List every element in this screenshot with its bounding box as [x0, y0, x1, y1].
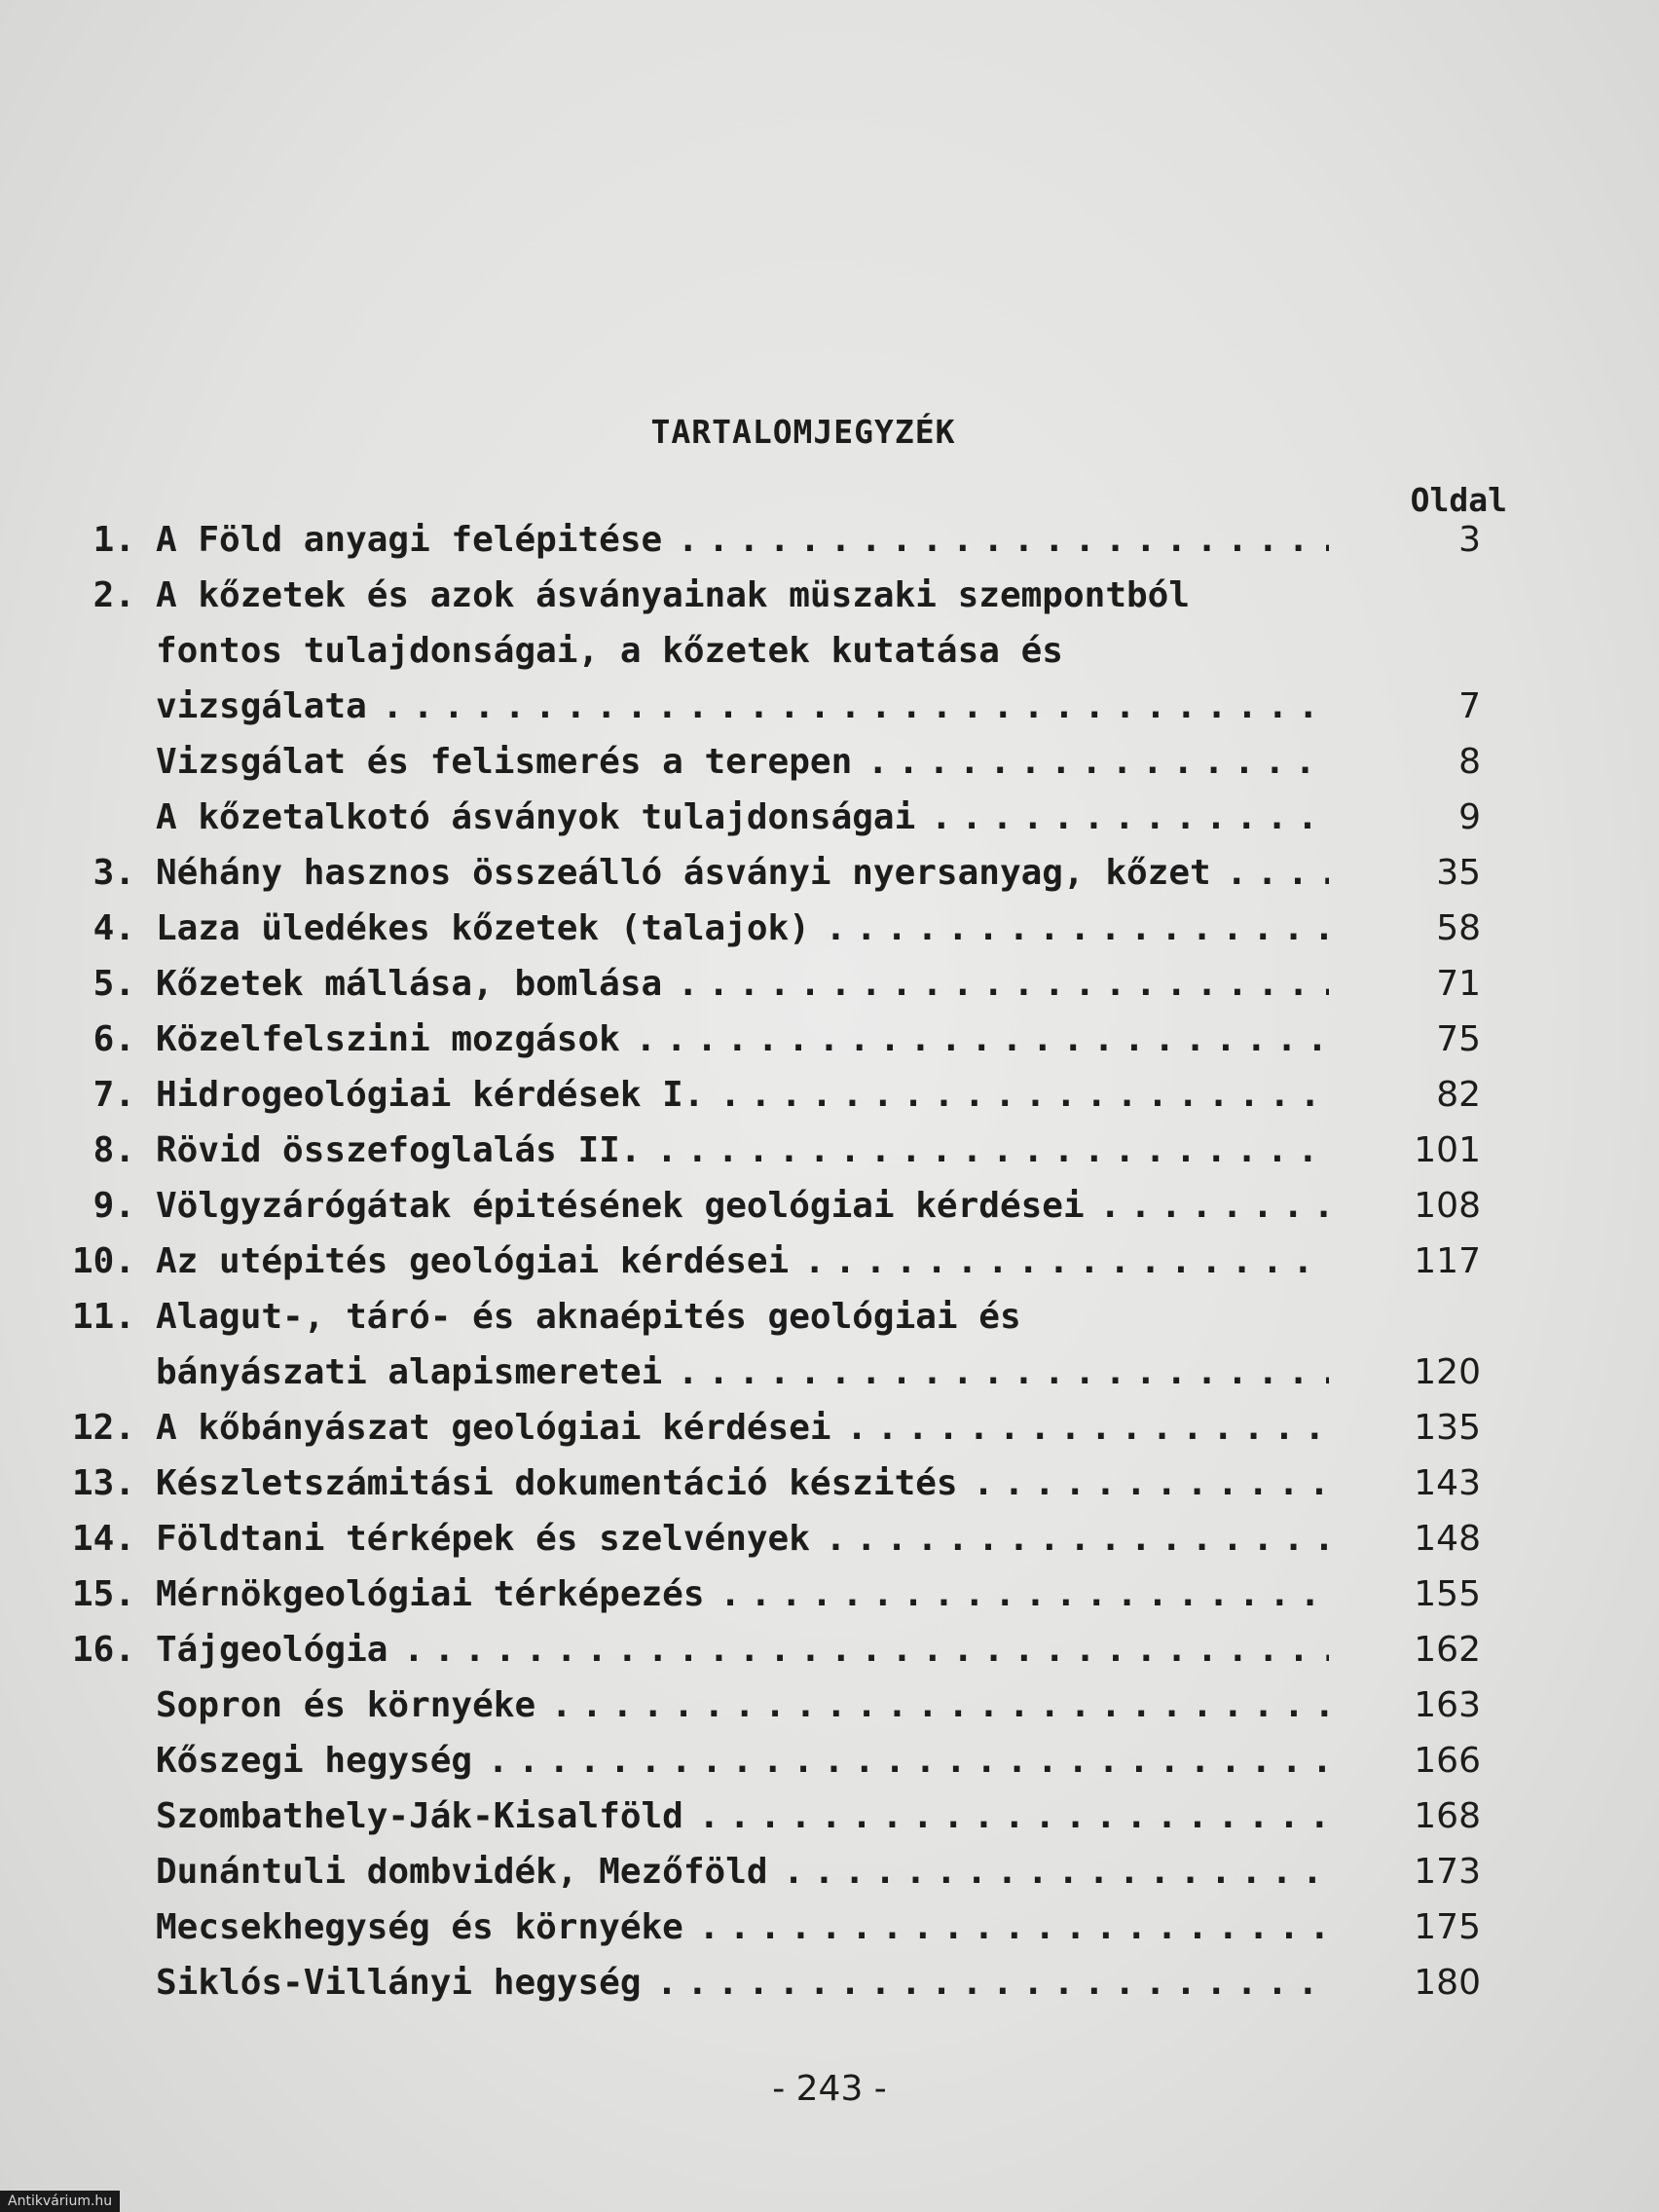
toc-entry-page: 82 [1436, 1075, 1481, 1115]
toc-entry [0, 1788, 1659, 1845]
toc-entry-title: Kőszegi hegység . . . [156, 1733, 1329, 1789]
toc-entry-title: Az utépités geológiai kérdései . . . [156, 1234, 1329, 1290]
document-title: TARTALOMJEGYZÉK [650, 413, 956, 451]
toc-entry-title: Mérnökgeológiai térképezés . . . [156, 1567, 1329, 1623]
toc-entry [0, 1067, 1659, 1124]
toc-entry-number: 10. [71, 1241, 135, 1281]
toc-entry-title: Dunántuli dombvidék, Mezőföld . . . [156, 1844, 1329, 1900]
toc-entry-title: Kőzetek mállása, bomlása . . . [156, 956, 1329, 1013]
toc-entry [0, 1456, 1659, 1512]
toc-entry [0, 623, 1659, 680]
toc-entry-title: Néhány hasznos összeálló ásványi nyersanyag, kőzet . . . [156, 845, 1329, 902]
toc-entry [0, 1567, 1659, 1623]
toc-entry-number: 3. [92, 853, 135, 893]
toc-entry-title: A kőzetalkotó ásványok tulajdonságai . . . [156, 790, 1329, 846]
page-number: - 243 - [772, 2069, 887, 2109]
toc-entry-title: Rövid összefoglalás II. . . . [156, 1123, 1329, 1179]
toc-entry-title: fontos tulajdonságai, a kőzetek kutatása és [156, 631, 1063, 671]
toc-entry-page: 120 [1414, 1352, 1481, 1392]
toc-entry-number: 15. [71, 1574, 135, 1614]
toc-entry-number: 16. [71, 1630, 135, 1670]
toc-entry [0, 1622, 1659, 1678]
toc-entry-title: Sopron és környéke . . . [156, 1677, 1329, 1734]
toc-entry-page: 168 [1414, 1796, 1481, 1836]
toc-entry [0, 1012, 1659, 1068]
toc-entry-page: 148 [1414, 1519, 1481, 1559]
toc-entry-number: 11. [71, 1297, 135, 1337]
toc-entry-title: Közelfelszini mozgások . . . [156, 1012, 1329, 1068]
toc-entry-title: bányászati alapismeretei . . . [156, 1345, 1329, 1401]
toc-entry-page: 166 [1414, 1741, 1481, 1781]
toc-entry [0, 1345, 1659, 1401]
toc-entry-title: Völgyzárógátak épitésének geológiai kérdései . . . [156, 1178, 1329, 1235]
toc-entry-page: 175 [1414, 1907, 1481, 1947]
toc-entry-page: 162 [1414, 1630, 1481, 1670]
toc-entry [0, 901, 1659, 957]
toc-entry [0, 1955, 1659, 2011]
toc-entry-number: 4. [92, 908, 135, 948]
toc-entry-page: 35 [1436, 853, 1481, 893]
page-column-header: Oldal [1410, 481, 1507, 519]
toc-entry-page: 155 [1414, 1574, 1481, 1614]
toc-entry-page: 163 [1414, 1685, 1481, 1725]
toc-entry-page: 58 [1436, 908, 1481, 948]
toc-entry-number: 6. [92, 1019, 135, 1059]
toc-entry-title: A kőbányászat geológiai kérdései . . . [156, 1400, 1329, 1456]
toc-entry [0, 1677, 1659, 1734]
toc-entry-title: Mecsekhegység és környéke . . . [156, 1899, 1329, 1956]
toc-entry-page: 7 [1458, 686, 1481, 726]
toc-entry-title: Siklós-Villányi hegység . . . [156, 1955, 1329, 2011]
toc-entry-title: Laza üledékes kőzetek (talajok) . . . [156, 901, 1329, 957]
toc-entry-number: 13. [71, 1463, 135, 1503]
toc-entry [0, 1123, 1659, 1179]
toc-entry [0, 1899, 1659, 1956]
toc-entry-title: A Föld anyagi felépitése . . . [156, 512, 1329, 569]
toc-entry-page: 135 [1414, 1408, 1481, 1448]
toc-entry-page: 101 [1414, 1130, 1481, 1170]
toc-entry-title: A kőzetek és azok ásványainak müszaki szempontból [156, 575, 1191, 615]
toc-entry-page: 8 [1458, 742, 1481, 782]
toc-entry-number: 14. [71, 1519, 135, 1559]
toc-entry-number: 8. [92, 1130, 135, 1170]
toc-entry-page: 143 [1414, 1463, 1481, 1503]
toc-entry-title: Földtani térképek és szelvények . . . [156, 1511, 1329, 1567]
watermark: Antikvárium.hu [0, 2191, 120, 2212]
toc-entry-number: 9. [92, 1186, 135, 1226]
toc-entry [0, 790, 1659, 846]
toc-entry [0, 1289, 1659, 1346]
toc-entry-page: 117 [1414, 1241, 1481, 1281]
toc-entry-page: 180 [1414, 1963, 1481, 2003]
toc-entry-page: 3 [1458, 520, 1481, 560]
toc-entry [0, 512, 1659, 569]
toc-entry-page: 75 [1436, 1019, 1481, 1059]
toc-entry-page: 173 [1414, 1852, 1481, 1892]
toc-entry [0, 568, 1659, 624]
toc-entry [0, 1234, 1659, 1290]
toc-entry-number: 7. [92, 1075, 135, 1115]
toc-entry [0, 1178, 1659, 1235]
toc-entry [0, 956, 1659, 1013]
toc-entry [0, 1733, 1659, 1789]
toc-entry-number: 5. [92, 964, 135, 1004]
toc-entry-title: Készletszámitási dokumentáció készités . . . [156, 1456, 1329, 1512]
toc-entry [0, 1511, 1659, 1567]
toc-entry-number: 1. [92, 520, 135, 560]
toc-entry-page: 9 [1458, 797, 1481, 837]
toc-entry [0, 1844, 1659, 1900]
toc-entry-page: 108 [1414, 1186, 1481, 1226]
toc-entry-page: 71 [1436, 964, 1481, 1004]
toc-entry-title: Szombathely-Ják-Kisalföld . . . [156, 1788, 1329, 1845]
toc-entry-title: Vizsgálat és felismerés a terepen . . . [156, 734, 1329, 791]
toc-entry [0, 734, 1659, 791]
toc-entry-number: 2. [92, 575, 135, 615]
toc-entry-title: Tájgeológia . . . [156, 1622, 1329, 1678]
toc-entry-title: Hidrogeológiai kérdések I. . . . [156, 1067, 1329, 1124]
toc-entry [0, 845, 1659, 902]
toc-entry-number: 12. [71, 1408, 135, 1448]
toc-entry [0, 1400, 1659, 1456]
toc-entry [0, 679, 1659, 735]
toc-entry-title: Alagut-, táró- és aknaépités geológiai és [156, 1297, 1021, 1337]
toc-entry-title: vizsgálata . . . [156, 679, 1329, 735]
